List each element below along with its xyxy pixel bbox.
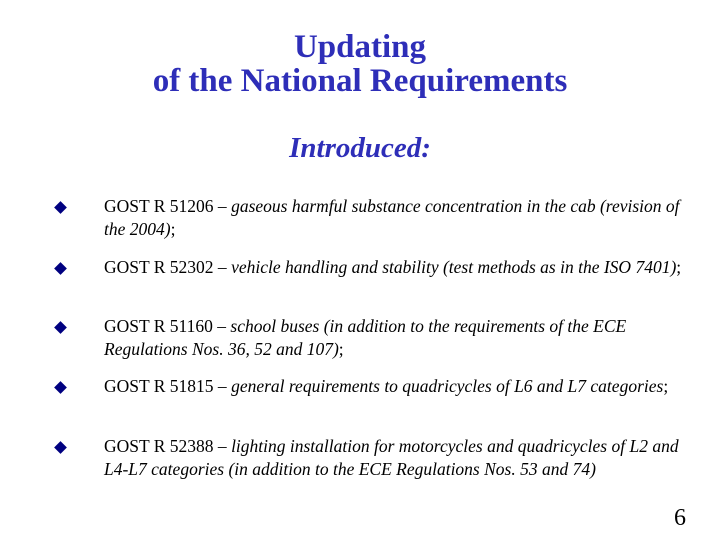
diamond-bullet-icon bbox=[54, 201, 67, 214]
item-terminator: ; bbox=[676, 257, 682, 277]
item-terminator: ; bbox=[663, 376, 669, 396]
standard-code: GOST R 52302 – bbox=[104, 257, 232, 277]
list-item bbox=[104, 435, 684, 481]
diamond-bullet-icon bbox=[54, 321, 67, 334]
slide-subtitle: Introduced: bbox=[289, 132, 431, 164]
slide-title-line-2: of the National Requirements bbox=[152, 63, 568, 99]
standard-code: GOST R 51815 – bbox=[104, 376, 232, 396]
list-item bbox=[104, 195, 684, 241]
standard-description: school buses (in addition to the requirements of the ECE Regulations Nos. 36, 52 and 107) bbox=[104, 316, 627, 359]
list-item bbox=[104, 375, 684, 398]
diamond-bullet-icon bbox=[54, 441, 67, 454]
diamond-bullet-icon bbox=[54, 262, 67, 275]
standard-code: GOST R 51160 – bbox=[104, 316, 231, 336]
item-terminator: ; bbox=[338, 339, 344, 359]
standard-code: GOST R 52388 – bbox=[104, 436, 232, 456]
slide-title bbox=[0, 30, 720, 98]
standard-description: gaseous harmful substance concentration in the cab (revision of the 2004) bbox=[104, 196, 680, 239]
standard-code: GOST R 51206 – bbox=[104, 196, 232, 216]
diamond-bullet-icon bbox=[54, 381, 67, 394]
standard-description: lighting installation for motorcycles and quadricycles of L2 and L4-L7 categories (in addition to the ECE Regulations Nos. 53 and 74) bbox=[104, 436, 679, 479]
standard-description: vehicle handling and stability (test methods as in the ISO 7401) bbox=[231, 257, 677, 277]
slide-title-line-1: Updating bbox=[293, 29, 427, 65]
standard-description: general requirements to quadricycles of L6 and L7 categories bbox=[231, 376, 664, 396]
list-item bbox=[104, 315, 684, 361]
item-terminator: ; bbox=[170, 219, 176, 239]
list-item bbox=[104, 256, 684, 279]
page-number: 6 bbox=[674, 505, 686, 531]
